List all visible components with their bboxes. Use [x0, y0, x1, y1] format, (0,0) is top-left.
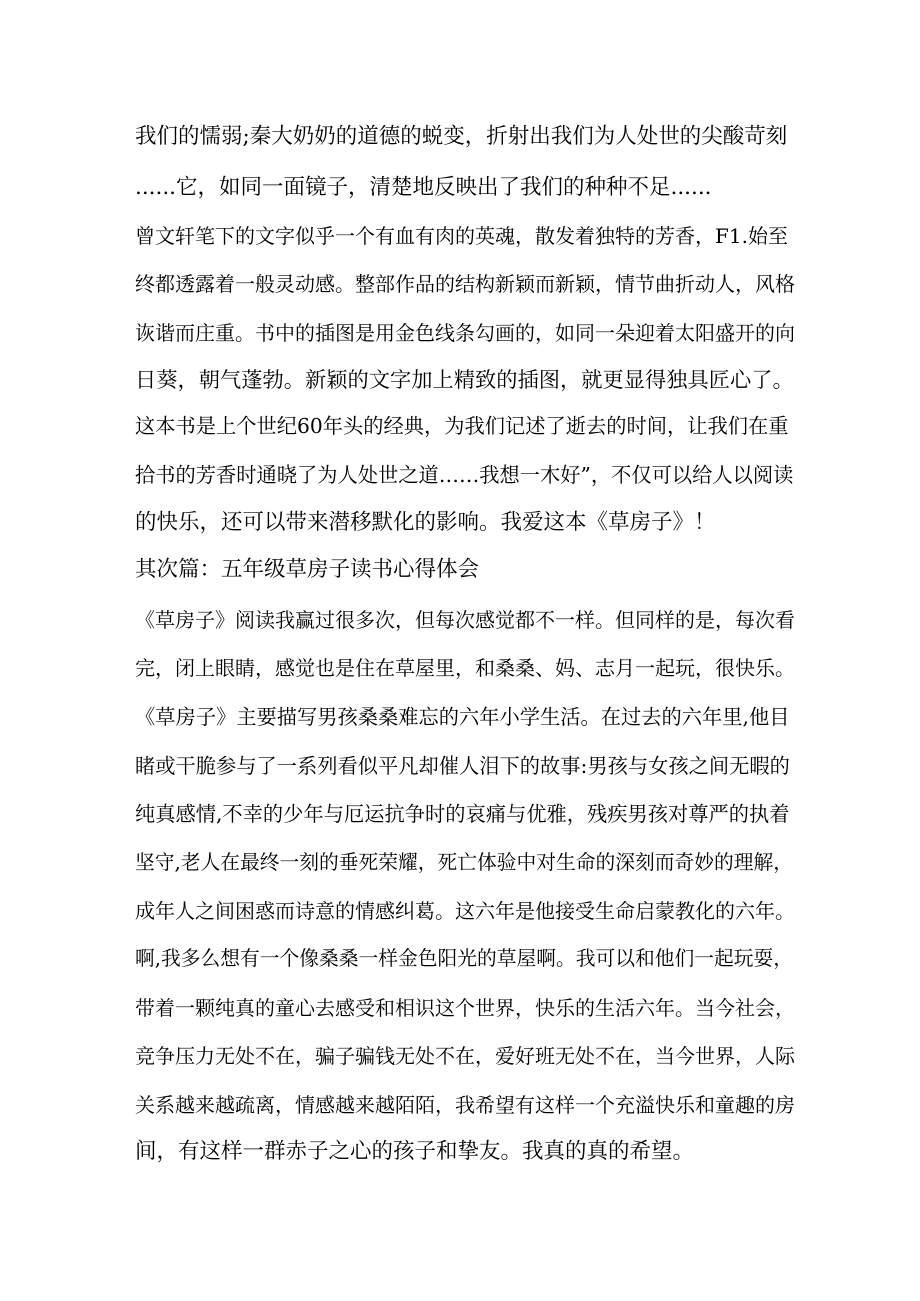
- text-line: 这本书是上个世纪60年头的经典，为我们记述了逝去的时间，让我们在重: [135, 414, 789, 438]
- text-line: 带着一颗纯真的童心去感受和相识这个世界，快乐的生活六年。当今社会，: [135, 996, 795, 1020]
- text-line: ......它，如同一面镜子，清楚地反映出了我们的种种不足......: [135, 175, 712, 200]
- text-line: 曾文轩笔下的文字似乎一个有血有肉的英魂，散发着独特的芳香，F1.始至: [135, 224, 788, 248]
- text-line: 间，有这样一群赤子之心的孩子和挚友。我真的真的希望。: [135, 1139, 695, 1164]
- text-line: 完，闭上眼睛，感觉也是住在草屋里，和桑桑、妈、志月一起玩，很快乐。: [135, 656, 795, 680]
- text-line: 成年人之间困惑而诗意的情感纠葛。这六年是他接受生命启蒙教化的六年。: [135, 899, 795, 923]
- text-line: 竞争压力无处不在，骗子骗钱无处不在，爱好班无处不在，当今世界，人际: [135, 1044, 795, 1068]
- text-line: 坚守,老人在最终一刻的垂死荣耀，死亡体验中对生命的深刻而奇妙的理解，: [135, 851, 794, 874]
- text-line: 终都透露着一般灵动感。整部作品的结构新颖而新颖，情节曲折动人，风格: [135, 272, 795, 296]
- text-line: 我们的懦弱;秦大奶奶的道德的蜕变，折射出我们为人处世的尖酸苛刻: [135, 124, 788, 149]
- text-line: 纯真感情,不幸的少年与厄运抗争时的哀痛与优雅，残疾男孩对尊严的执着: [135, 802, 790, 826]
- text-line: 诙谐而庄重。书中的插图是用金色线条勾画的，如同一朵迎着太阳盛开的向: [135, 321, 795, 345]
- text-line: 《草房子》阅读我赢过很多次，但每次感觉都不一样。但同样的是，每次看: [135, 608, 795, 632]
- text-line: 啊,我多么想有一个像桑桑一样金色阳光的草屋啊。我可以和他们一起玩耍，: [135, 947, 794, 970]
- text-line: 《草房子》主要描写男孩桑桑难忘的六年小学生活。在过去的六年里,他目: [135, 705, 790, 729]
- text-line: 日葵，朝气蓬勃。新颖的文字加上精致的插图，就更显得独具匠心了。: [135, 368, 794, 393]
- text-line: 的快乐，还可以带来潜移默化的影响。我爱这本《草房子》！: [135, 510, 716, 535]
- text-line: 拾书的芳香时通晓了为人处世之道……我想一木好”，不仅可以给人以阅读: [135, 463, 794, 487]
- text-line: 睹或干脆参与了一系列看似平凡却催人泪下的故事:男孩与女孩之间无暇的: [135, 754, 790, 778]
- section-heading: 其次篇：五年级草房子读书心得体会: [135, 557, 480, 582]
- text-line: 关系越来越疏离，情感越来越陌陌，我希望有这样一个充溢快乐和童趣的房: [135, 1093, 795, 1117]
